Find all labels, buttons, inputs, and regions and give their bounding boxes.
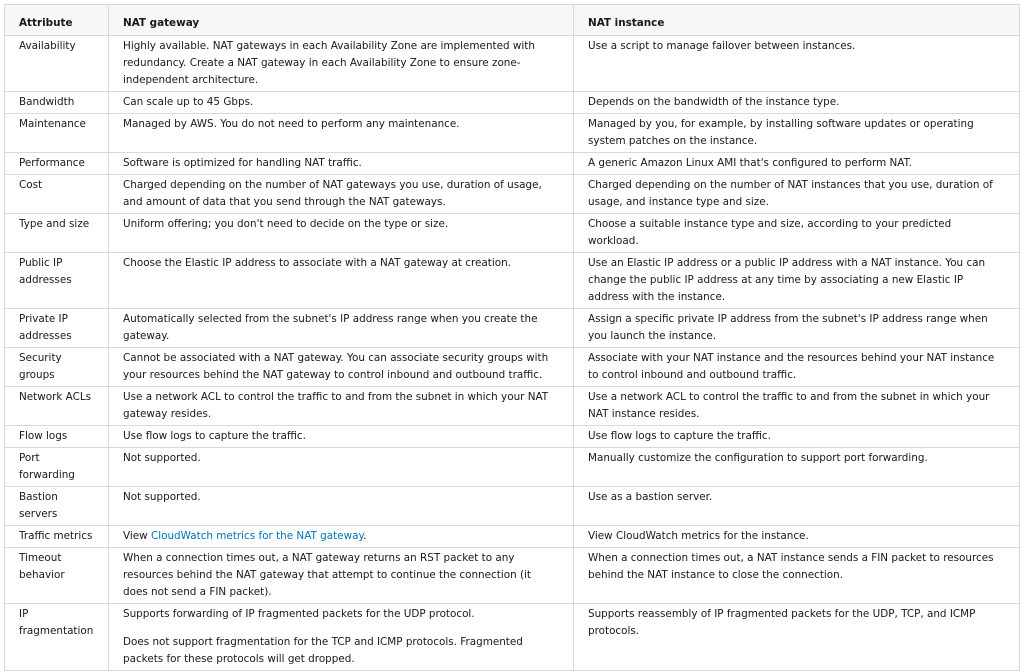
row-attribute: Private IP addresses xyxy=(5,309,109,348)
row-attribute: Flow logs xyxy=(5,426,109,448)
row-nat-instance: A generic Amazon Linux AMI that's configured to perform NAT. xyxy=(574,153,1020,175)
row-nat-gateway: Can scale up to 45 Gbps. xyxy=(109,92,574,114)
traffic-metrics-suffix: . xyxy=(363,530,367,542)
table-row xyxy=(5,604,1020,671)
row-nat-gateway: Not supported. xyxy=(109,487,574,526)
row-nat-gateway: Charged depending on the number of NAT gateways you use, duration of usage, and amount of data that you send through the NAT gateways. xyxy=(109,175,574,214)
row-attribute: Traffic metrics xyxy=(5,526,109,548)
row-attribute: IP fragmentation xyxy=(5,604,109,671)
row-attribute: Cost xyxy=(5,175,109,214)
header-attribute: Attribute xyxy=(5,5,109,36)
row-attribute: Bastion servers xyxy=(5,487,109,526)
row-nat-gateway xyxy=(109,604,574,671)
table-row xyxy=(5,348,1020,387)
ip-fragmentation-paragraph-1: Supports forwarding of IP fragmented packets for the UDP protocol. xyxy=(123,608,475,620)
row-nat-gateway: Choose the Elastic IP address to associate with a NAT gateway at creation. xyxy=(109,253,574,309)
row-nat-gateway: Automatically selected from the subnet's IP address range when you create the gateway. xyxy=(109,309,574,348)
row-nat-instance: Manually customize the configuration to support port forwarding. xyxy=(574,448,1020,487)
row-attribute: Bandwidth xyxy=(5,92,109,114)
row-attribute: Performance xyxy=(5,153,109,175)
ip-fragmentation-paragraph-2: Does not support fragmentation for the TCP and ICMP protocols. Fragmented packets for these protocols will get dropped. xyxy=(123,636,523,665)
row-nat-instance: Use as a bastion server. xyxy=(574,487,1020,526)
comparison-table xyxy=(4,4,1020,671)
row-nat-instance: When a connection times out, a NAT instance sends a FIN packet to resources behind the NAT instance to close the connection. xyxy=(574,548,1020,604)
table-row xyxy=(5,153,1020,175)
table-row xyxy=(5,214,1020,253)
row-nat-gateway: Managed by AWS. You do not need to perform any maintenance. xyxy=(109,114,574,153)
row-nat-instance: Use a script to manage failover between instances. xyxy=(574,36,1020,92)
table-header-row xyxy=(5,5,1020,36)
row-nat-instance: Charged depending on the number of NAT instances that you use, duration of usage, and instance type and size. xyxy=(574,175,1020,214)
traffic-metrics-prefix: View xyxy=(123,530,151,542)
row-nat-instance: View CloudWatch metrics for the instance. xyxy=(574,526,1020,548)
row-attribute: Availability xyxy=(5,36,109,92)
table-row xyxy=(5,175,1020,214)
row-nat-gateway: Not supported. xyxy=(109,448,574,487)
row-attribute: Type and size xyxy=(5,214,109,253)
row-attribute: Network ACLs xyxy=(5,387,109,426)
row-nat-instance: Assign a specific private IP address from the subnet's IP address range when you launch the instance. xyxy=(574,309,1020,348)
row-attribute: Security groups xyxy=(5,348,109,387)
row-attribute: Maintenance xyxy=(5,114,109,153)
row-nat-gateway xyxy=(109,526,574,548)
row-nat-instance: Supports reassembly of IP fragmented packets for the UDP, TCP, and ICMP protocols. xyxy=(574,604,1020,671)
row-nat-instance: Managed by you, for example, by installing software updates or operating system patches on the instance. xyxy=(574,114,1020,153)
table-row xyxy=(5,387,1020,426)
row-nat-gateway: Cannot be associated with a NAT gateway. You can associate security groups with your resources behind the NAT gateway to control inbound and outbound traffic. xyxy=(109,348,574,387)
header-nat-gateway: NAT gateway xyxy=(109,5,574,36)
table-row xyxy=(5,36,1020,92)
row-nat-instance: Depends on the bandwidth of the instance type. xyxy=(574,92,1020,114)
row-nat-gateway: Software is optimized for handling NAT traffic. xyxy=(109,153,574,175)
row-attribute: Public IP addresses xyxy=(5,253,109,309)
row-nat-gateway: Use flow logs to capture the traffic. xyxy=(109,426,574,448)
table-row xyxy=(5,448,1020,487)
row-nat-gateway: Use a network ACL to control the traffic to and from the subnet in which your NAT gateway resides. xyxy=(109,387,574,426)
row-nat-instance: Use an Elastic IP address or a public IP address with a NAT instance. You can change the public IP address at any time by associating a new Elastic IP address with the instance. xyxy=(574,253,1020,309)
table-row xyxy=(5,526,1020,548)
table-row xyxy=(5,309,1020,348)
row-nat-instance: Use flow logs to capture the traffic. xyxy=(574,426,1020,448)
table-row xyxy=(5,253,1020,309)
row-nat-instance: Choose a suitable instance type and size, according to your predicted workload. xyxy=(574,214,1020,253)
header-nat-instance: NAT instance xyxy=(574,5,1020,36)
row-nat-gateway: Uniform offering; you don't need to decide on the type or size. xyxy=(109,214,574,253)
table-row xyxy=(5,114,1020,153)
row-nat-gateway: When a connection times out, a NAT gateway returns an RST packet to any resources behind the NAT gateway that attempt to continue the connection (it does not send a FIN packet). xyxy=(109,548,574,604)
row-nat-instance: Use a network ACL to control the traffic to and from the subnet in which your NAT instance resides. xyxy=(574,387,1020,426)
cloudwatch-metrics-link[interactable]: CloudWatch metrics for the NAT gateway xyxy=(150,530,364,542)
row-attribute: Port forwarding xyxy=(5,448,109,487)
table-row xyxy=(5,487,1020,526)
table-row xyxy=(5,548,1020,604)
row-nat-gateway: Highly available. NAT gateways in each Availability Zone are implemented with redundancy. Create a NAT gateway in each Availability Zone to ensure zone-independent architecture. xyxy=(109,36,574,92)
row-nat-instance: Associate with your NAT instance and the resources behind your NAT instance to control inbound and outbound traffic. xyxy=(574,348,1020,387)
table-row xyxy=(5,92,1020,114)
row-attribute: Timeout behavior xyxy=(5,548,109,604)
comparison-table-container xyxy=(4,4,1019,671)
table-row xyxy=(5,426,1020,448)
